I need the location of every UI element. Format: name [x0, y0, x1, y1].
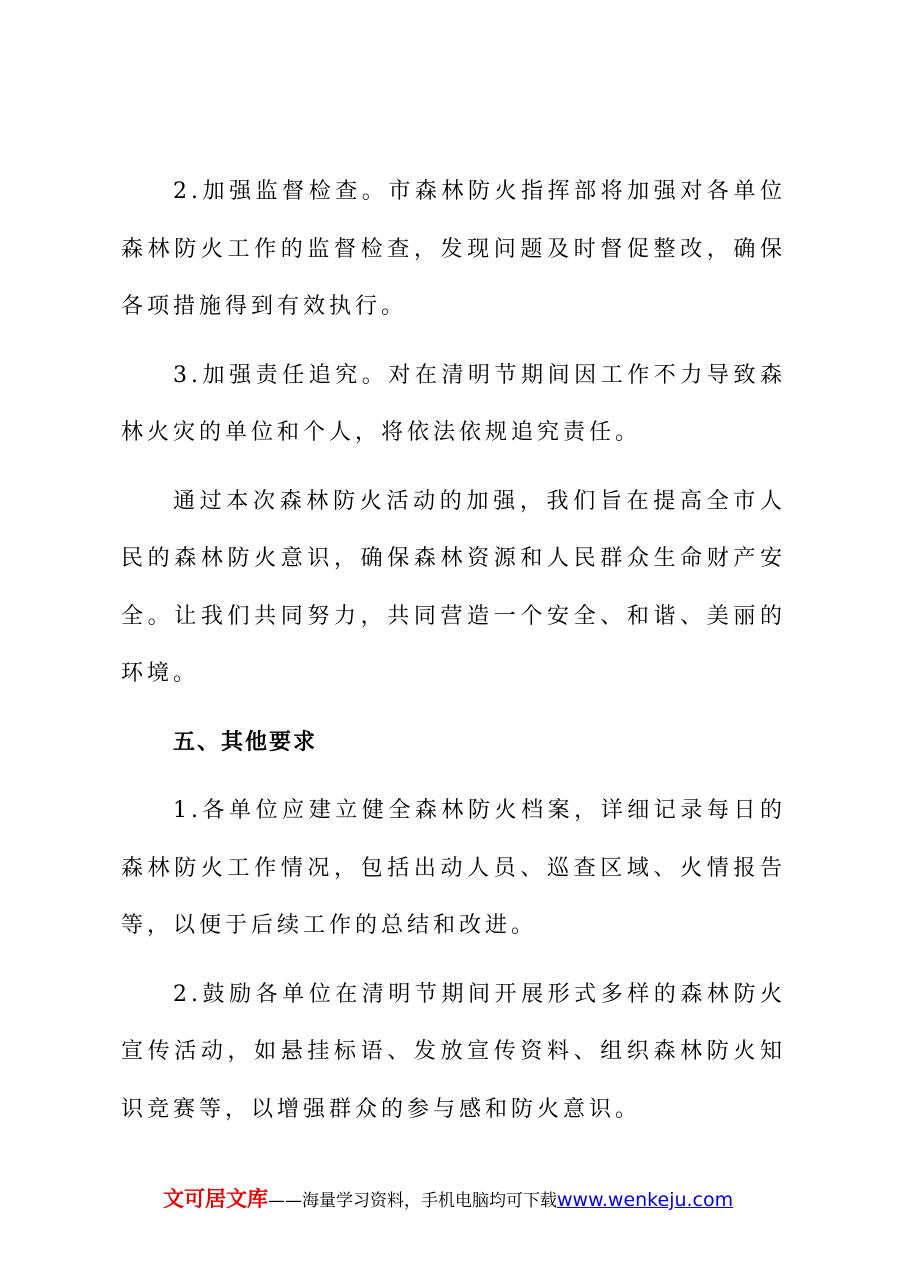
- paragraph-publicity: 2.鼓励各单位在清明节期间开展形式多样的森林防火宣传活动，如悬挂标语、发放宣传资料、组织森林防火知识竞赛等，以增强群众的参与感和防火意识。: [121, 981, 786, 1122]
- footer-website-link[interactable]: www.wenkeju.com: [557, 1189, 734, 1211]
- footer-brand: 文可居文库: [163, 1187, 268, 1211]
- section-heading-other-requirements: 五、其他要求: [173, 729, 318, 755]
- document-body: [121, 163, 786, 1149]
- paragraph-supervision: 2.加强监督检查。市森林防火指挥部将加强对各单位森林防火工作的监督检查，发现问题及时督促整改，确保各项措施得到有效执行。: [121, 179, 786, 319]
- paragraph-archives: 1.各单位应建立健全森林防火档案，详细记录每日的森林防火工作情况，包括出动人员、巡查区域、火情报告等，以便于后续工作的总结和改进。: [121, 798, 786, 938]
- footer-banner: [163, 1183, 733, 1213]
- paragraph-accountability: 3.加强责任追究。对在清明节期间因工作不力导致森林火灾的单位和个人，将依法依规追究责任。: [121, 362, 786, 445]
- footer-tagline: ——海量学习资料，手机电脑均可下载: [268, 1191, 557, 1211]
- paragraph-summary: 通过本次森林防火活动的加强，我们旨在提高全市人民的森林防火意识，确保森林资源和人民群众生命财产安全。让我们共同努力，共同营造一个安全、和谐、美丽的环境。: [121, 488, 786, 686]
